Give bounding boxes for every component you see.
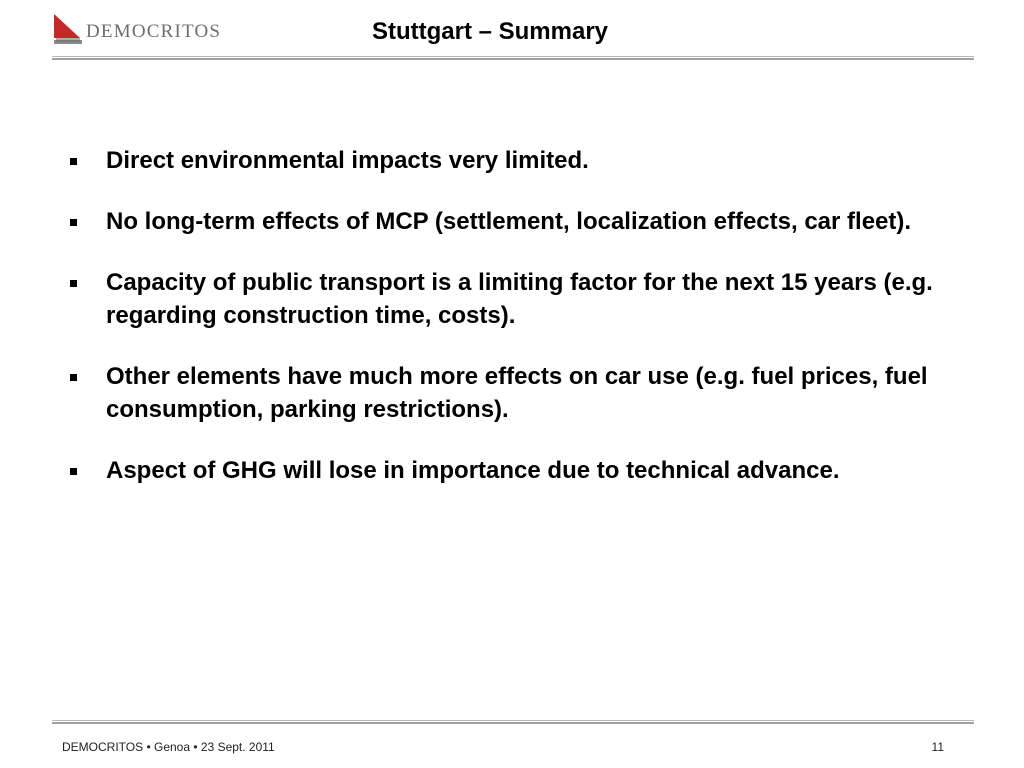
square-bullet-icon [70,158,77,165]
bullet-text: No long-term effects of MCP (settlement, localization effects, car fleet). [106,208,912,235]
bullet-item [60,360,960,426]
bullet-text: Other elements have much more effects on car use (e.g. fuel prices, fuel consumption, parking restrictions). [106,363,928,423]
slide-title: Stuttgart – Summary [371,18,609,45]
democritos-logo-icon [54,14,84,46]
square-bullet-icon [70,468,77,475]
page-number: 11 [931,740,944,754]
square-bullet-icon [70,219,77,226]
bullet-text: Aspect of GHG will lose in importance due to technical advance. [106,457,840,484]
bullet-item [60,144,960,177]
bullet-item [60,266,960,332]
bullet-text: Capacity of public transport is a limiting factor for the next 15 years (e.g. regarding construction time, costs). [106,269,933,329]
header-rule-thin [52,56,974,57]
footer-rule-thin [52,720,974,721]
bullet-item [60,205,960,238]
footer-rule-thick [52,722,974,724]
democritos-logo [54,14,274,46]
header-rule-thick [52,58,974,60]
bullet-item [60,454,960,487]
square-bullet-icon [70,374,77,381]
logo-text: DEMOCRITOS [86,21,222,42]
footer-text: DEMOCRITOS • Genoa • 23 Sept. 2011 [62,740,275,754]
square-bullet-icon [70,280,77,287]
bullet-text: Direct environmental impacts very limited. [106,147,589,174]
bullet-list [60,144,960,515]
